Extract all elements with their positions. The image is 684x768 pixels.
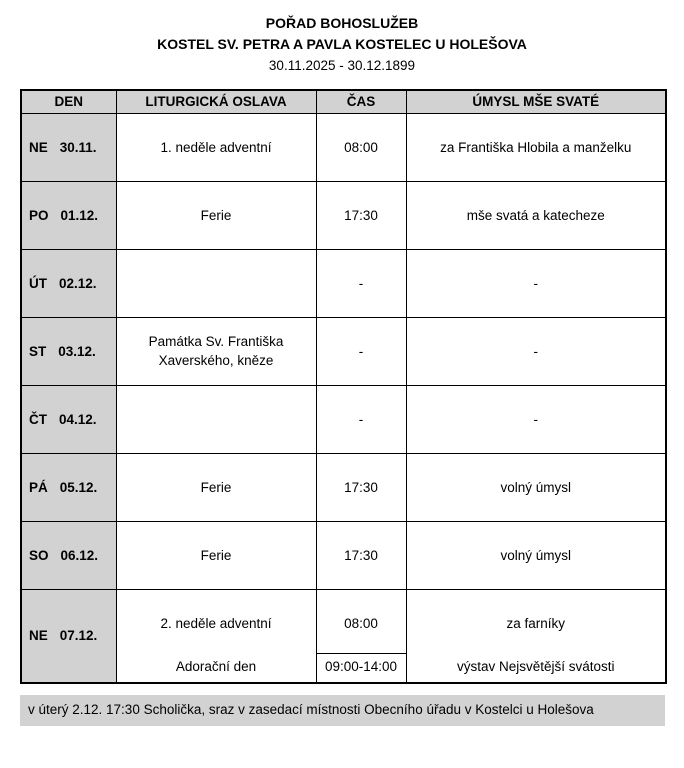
intention-cell-text: za farníky xyxy=(506,615,566,631)
day-cell xyxy=(21,317,116,385)
day-abbr: NE xyxy=(29,139,48,155)
day-label xyxy=(29,628,116,643)
day-date: 05.12. xyxy=(59,479,98,495)
day-date: 07.12. xyxy=(59,628,98,644)
col-header-den: DEN xyxy=(21,90,116,113)
celebration-cell-text: 2. neděle adventní xyxy=(160,615,272,631)
day-label xyxy=(29,412,116,427)
celebration-cell xyxy=(116,521,316,589)
time-cell-text: 08:00 xyxy=(344,615,378,631)
intention-cell xyxy=(406,317,666,385)
intention-cell xyxy=(406,589,666,683)
schedule-row xyxy=(21,521,666,589)
date-range: 30.11.2025 - 30.12.1899 xyxy=(268,58,416,73)
time-cell-text: 17:30 xyxy=(344,547,378,563)
day-cell xyxy=(21,113,116,181)
day-cell xyxy=(21,589,116,683)
schedule-row xyxy=(21,385,666,453)
day-cell xyxy=(21,521,116,589)
time-cell-text: - xyxy=(358,343,364,359)
time-cell xyxy=(316,113,406,181)
intention-cell xyxy=(406,385,666,453)
schedule-row xyxy=(21,589,666,683)
document-header xyxy=(20,13,664,76)
celebration-cell-text: 1. neděle adventní xyxy=(160,139,272,155)
schedule-row xyxy=(21,181,666,249)
time-cell xyxy=(316,453,406,521)
schedule-table xyxy=(20,89,667,684)
day-abbr: ST xyxy=(29,343,47,359)
time-cell-text: 08:00 xyxy=(344,139,378,155)
day-date: 04.12. xyxy=(59,411,97,427)
intention-cell-text: - xyxy=(533,343,538,359)
intention-cell-text: volný úmysl xyxy=(500,479,572,495)
time-cell xyxy=(316,589,406,683)
day-date: 02.12. xyxy=(59,275,97,291)
intention-cell xyxy=(406,113,666,181)
celebration-cell xyxy=(116,453,316,521)
day-abbr: SO xyxy=(29,547,49,563)
page-title: POŘAD BOHOSLUŽEB xyxy=(265,15,419,31)
col-header-liturgicka-oslava: LITURGICKÁ OSLAVA xyxy=(116,90,316,113)
intention-cell xyxy=(406,181,666,249)
intention-cell-text: - xyxy=(533,411,538,427)
time-cell xyxy=(316,181,406,249)
celebration-cell xyxy=(116,113,316,181)
celebration-cell xyxy=(116,317,316,385)
intention-cell-text: mše svatá a katecheze xyxy=(466,207,605,223)
col-header-umysl: ÚMYSL MŠE SVATÉ xyxy=(406,90,666,113)
col-header-cas: ČAS xyxy=(316,90,406,113)
day-label xyxy=(29,344,116,359)
day-date: 01.12. xyxy=(60,207,99,223)
time-cell-text: - xyxy=(358,411,364,427)
day-cell xyxy=(21,181,116,249)
page-subtitle: KOSTEL SV. PETRA A PAVLA KOSTELEC U HOLEŠOVA xyxy=(157,36,527,52)
time-cell-text: 17:30 xyxy=(344,479,378,495)
celebration-cell-text: Ferie xyxy=(200,479,232,495)
celebration-cell-text: Ferie xyxy=(200,207,232,223)
intention-cell-text: za Františka Hlobila a manželku xyxy=(440,139,632,155)
day-abbr: ČT xyxy=(29,411,47,427)
celebration-cell-text: Památka Sv. Františka Xaverského, kněze xyxy=(148,334,284,368)
schedule-row xyxy=(21,113,666,181)
table-header-row xyxy=(21,90,666,113)
time-cell xyxy=(316,521,406,589)
day-date: 30.11. xyxy=(59,139,97,155)
intention-cell-text: výstav Nejsvětější svátosti xyxy=(456,658,615,674)
day-label xyxy=(29,548,116,563)
time-cell xyxy=(316,385,406,453)
time-cell-text: 17:30 xyxy=(344,207,378,223)
intention-cell xyxy=(406,249,666,317)
day-label xyxy=(29,480,116,495)
celebration-cell xyxy=(116,589,316,683)
schedule-row xyxy=(21,317,666,385)
day-cell xyxy=(21,453,116,521)
intention-cell xyxy=(406,521,666,589)
day-abbr: PO xyxy=(29,207,49,223)
celebration-cell-text: Ferie xyxy=(200,547,232,563)
schedule-row xyxy=(21,249,666,317)
day-cell xyxy=(21,249,116,317)
schedule-row xyxy=(21,453,666,521)
time-cell xyxy=(316,317,406,385)
footer-note: v úterý 2.12. 17:30 Scholička, sraz v zasedací místnosti Obecního úřadu v Kostelci u Holešova xyxy=(20,695,665,726)
day-abbr: NE xyxy=(29,628,48,644)
day-label xyxy=(29,208,116,223)
intention-cell-text: - xyxy=(533,275,538,291)
time-cell-text: 09:00-14:00 xyxy=(317,653,406,676)
day-abbr: PÁ xyxy=(29,479,48,495)
time-cell-text: - xyxy=(358,275,364,291)
celebration-cell xyxy=(116,249,316,317)
time-cell xyxy=(316,249,406,317)
celebration-cell xyxy=(116,385,316,453)
day-date: 06.12. xyxy=(60,547,99,563)
day-label xyxy=(29,140,116,155)
day-cell xyxy=(21,385,116,453)
intention-cell-text: volný úmysl xyxy=(500,547,572,563)
intention-cell xyxy=(406,453,666,521)
celebration-cell xyxy=(116,181,316,249)
schedule-body xyxy=(21,113,666,683)
day-abbr: ÚT xyxy=(29,275,47,291)
celebration-cell-text: Adorační den xyxy=(175,658,257,674)
day-date: 03.12. xyxy=(58,343,96,359)
day-label xyxy=(29,276,116,291)
